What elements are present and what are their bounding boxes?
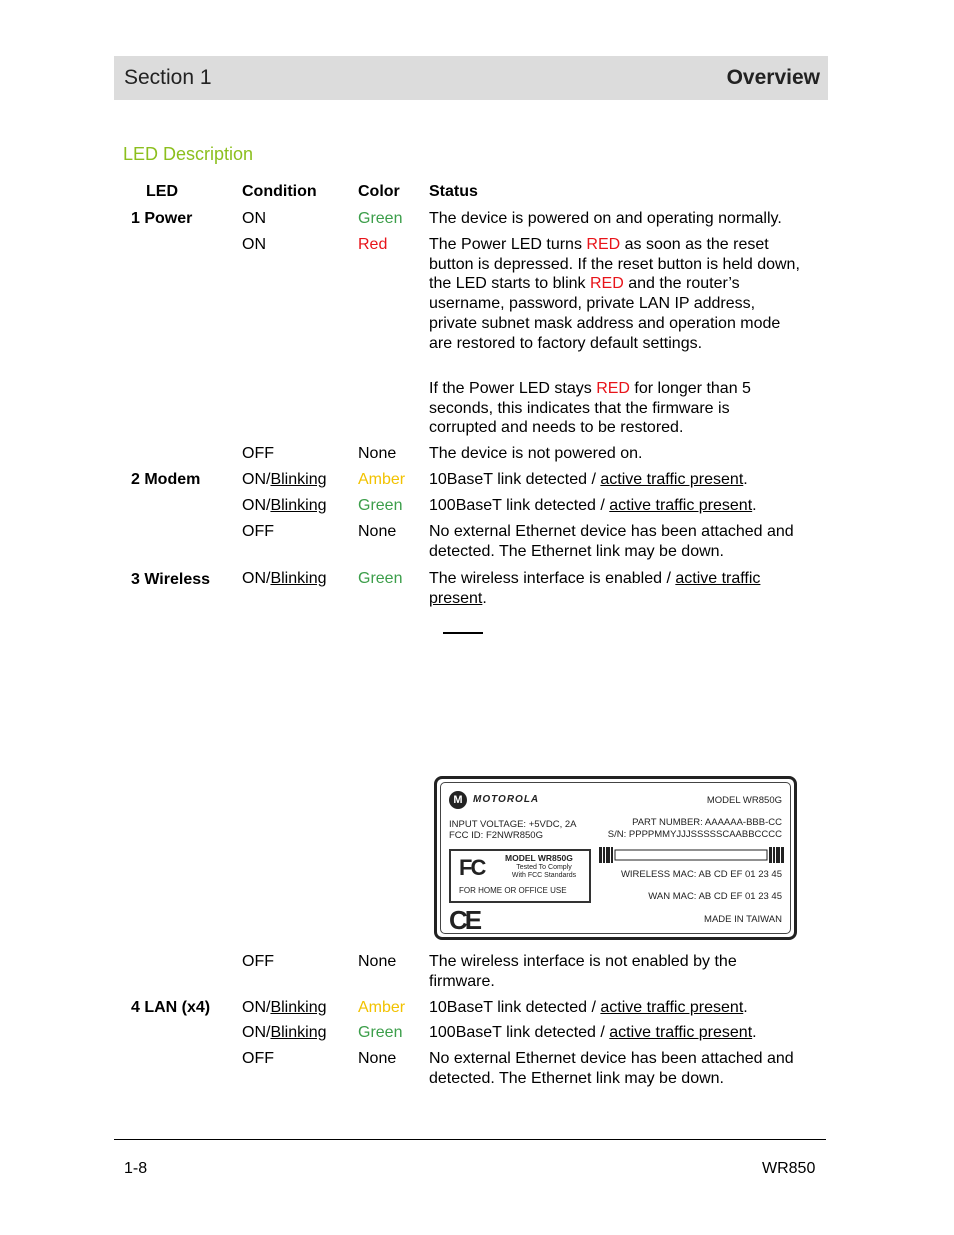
condition-cell: ON (242, 210, 266, 227)
color-cell: Green (358, 210, 403, 227)
col-header-led: LED (146, 183, 178, 200)
status-cell: The device is powered on and operating normally. (429, 210, 782, 227)
led-modem: 2 Modem (131, 471, 201, 488)
ce-mark-icon: CE (449, 905, 480, 935)
color-cell: Green (358, 1024, 403, 1041)
status-cell: The device is not powered on. (429, 445, 643, 462)
fcc-model: MODEL WR850G (505, 853, 573, 863)
barcode-icon (599, 847, 785, 863)
col-header-status: Status (429, 183, 478, 200)
label-serial: S/N: PPPPMMYJJJSSSSSCAABBCCCC (607, 829, 782, 840)
led-wireless: 3 Wireless (131, 571, 211, 588)
condition-cell: OFF (242, 523, 274, 540)
condition-cell: OFF (242, 953, 274, 970)
status-cell: No external Ethernet device has been attached and detected. The Ethernet link may be down. (429, 523, 794, 560)
color-cell: Amber (358, 999, 406, 1016)
label-fcc-id: FCC ID: F2NWR850G (449, 830, 543, 841)
label-model: MODEL WR850G (706, 795, 782, 806)
color-cell: Red (358, 236, 388, 253)
color-cell: Green (358, 570, 403, 587)
product-label-image (434, 776, 797, 940)
color-cell: Green (358, 497, 403, 514)
label-made-in: MADE IN TAIWAN (704, 914, 782, 925)
footer-divider (114, 1139, 826, 1140)
product-name: WR850 (762, 1160, 816, 1177)
condition-cell: OFF (242, 1050, 274, 1067)
status-cell: 100BaseT link detected / active traffic present. (429, 1024, 757, 1041)
status-note: If the Power LED stays RED for longer than 5 seconds, this indicates that the firmware is corrupted and needs to be restored. (429, 380, 751, 437)
label-wan-mac: WAN MAC: AB CD EF 01 23 45 (648, 891, 782, 902)
condition-cell: ON (242, 236, 266, 253)
section-title: Overview (726, 66, 820, 89)
color-cell: None (358, 1050, 397, 1067)
condition-cell: ON/Blinking (242, 497, 327, 514)
brand-name: MOTOROLA (473, 794, 540, 805)
status-cell: The wireless interface is enabled / active traffic present. (429, 570, 761, 607)
condition-cell: OFF (242, 445, 274, 462)
label-input-voltage: INPUT VOLTAGE: +5VDC, 2A (449, 819, 577, 830)
color-cell: None (358, 523, 397, 540)
col-header-condition: Condition (242, 183, 317, 200)
col-header-color: Color (358, 183, 400, 200)
condition-cell: ON/Blinking (242, 471, 327, 488)
page-header (114, 56, 828, 100)
status-cell: The wireless interface is not enabled by the firmware. (429, 953, 737, 990)
divider (443, 632, 483, 634)
label-wireless-mac: WIRELESS MAC: AB CD EF 01 23 45 (620, 869, 782, 880)
page-number: 1-8 (124, 1160, 148, 1177)
fcc-use: FOR HOME OR OFFICE USE (459, 886, 567, 895)
fcc-tested: Tested To Comply With FCC Standards (511, 864, 577, 879)
status-cell: 10BaseT link detected / active traffic present. (429, 999, 748, 1016)
condition-cell: ON/Blinking (242, 999, 327, 1016)
led-description-heading: LED Description (123, 144, 254, 164)
motorola-logo-icon: M (449, 791, 467, 809)
label-part-number: PART NUMBER: AAAAAA-BBB-CC (632, 817, 782, 828)
status-cell: The Power LED turns RED as soon as the reset button is depressed. If the reset button is held down, the LED starts to blink RED and the router’s username, password, private LAN IP address, private subnet mask address and operation mode are restored to factory default settings. (429, 236, 800, 352)
color-cell: None (358, 953, 397, 970)
status-cell: 100BaseT link detected / active traffic present. (429, 497, 757, 514)
condition-cell: ON/Blinking (242, 570, 327, 587)
color-cell: Amber (358, 471, 406, 488)
section-label: Section 1 (124, 66, 212, 89)
condition-cell: ON/Blinking (242, 1024, 327, 1041)
led-lan: 4 LAN (x4) (131, 999, 211, 1016)
status-cell: No external Ethernet device has been attached and detected. The Ethernet link may be down. (429, 1050, 794, 1087)
status-cell: 10BaseT link detected / active traffic present. (429, 471, 748, 488)
color-cell: None (358, 445, 397, 462)
fcc-compliance-box (449, 849, 591, 903)
led-power: 1 Power (131, 210, 193, 227)
fcc-logo-icon: FC (459, 855, 485, 880)
